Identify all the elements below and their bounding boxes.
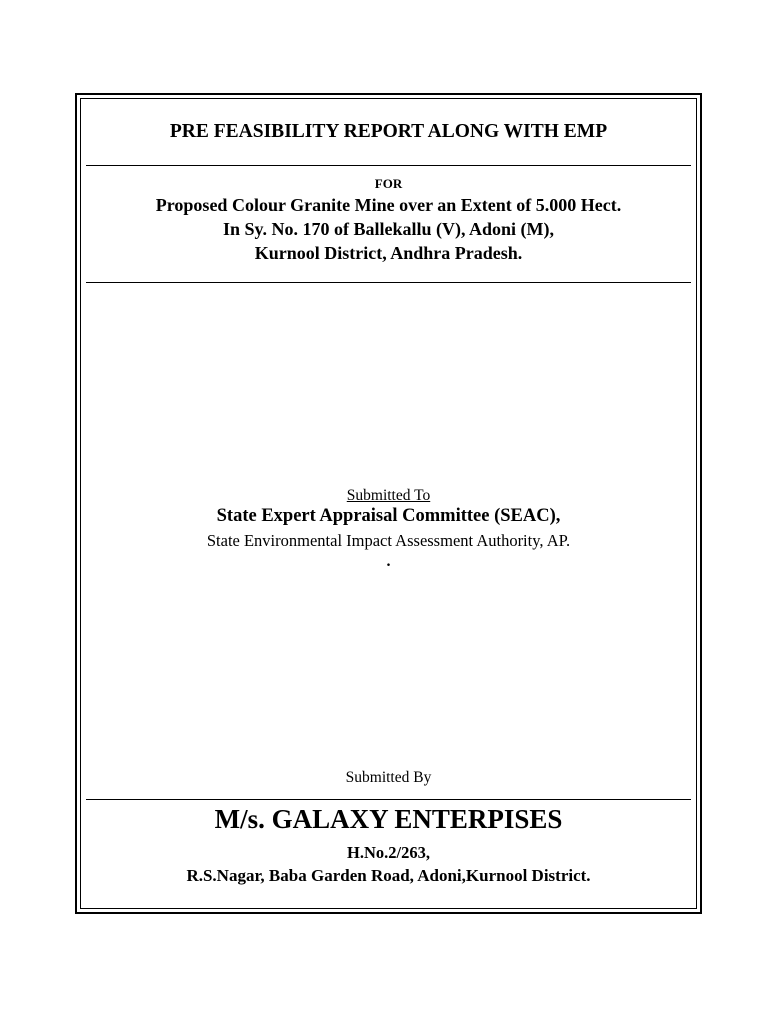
submitted-to-text: Submitted To — [346, 487, 431, 504]
committee-name: State Expert Appraisal Committee (SEAC), — [216, 506, 561, 526]
submitted-by-label: Submitted By — [345, 769, 432, 786]
dot-mark: . — [386, 553, 391, 570]
divider-submitter — [86, 799, 691, 800]
submitted-to-label — [81, 487, 696, 505]
company-address: R.S.Nagar, Baba Garden Road, Adoni,Kurnool District. — [186, 866, 591, 885]
divider-top — [86, 165, 691, 166]
page-frame-inner-border — [80, 98, 697, 909]
project-line-2: In Sy. No. 170 of Ballekallu (V), Adoni (M), — [222, 219, 555, 239]
project-line-3: Kurnool District, Andhra Pradesh. — [254, 243, 523, 263]
house-number: H.No.2/263, — [347, 843, 430, 862]
for-label: FOR — [374, 176, 403, 191]
divider-project — [86, 282, 691, 283]
page-frame — [75, 93, 702, 914]
authority-name: State Environmental Impact Assessment Authority, AP. — [206, 531, 571, 550]
company-name: M/s. GALAXY ENTERPISES — [214, 804, 563, 834]
report-title: PRE FEASIBILITY REPORT ALONG WITH EMP — [169, 121, 608, 142]
project-line-1: Proposed Colour Granite Mine over an Extent of 5.000 Hect. — [155, 195, 622, 215]
